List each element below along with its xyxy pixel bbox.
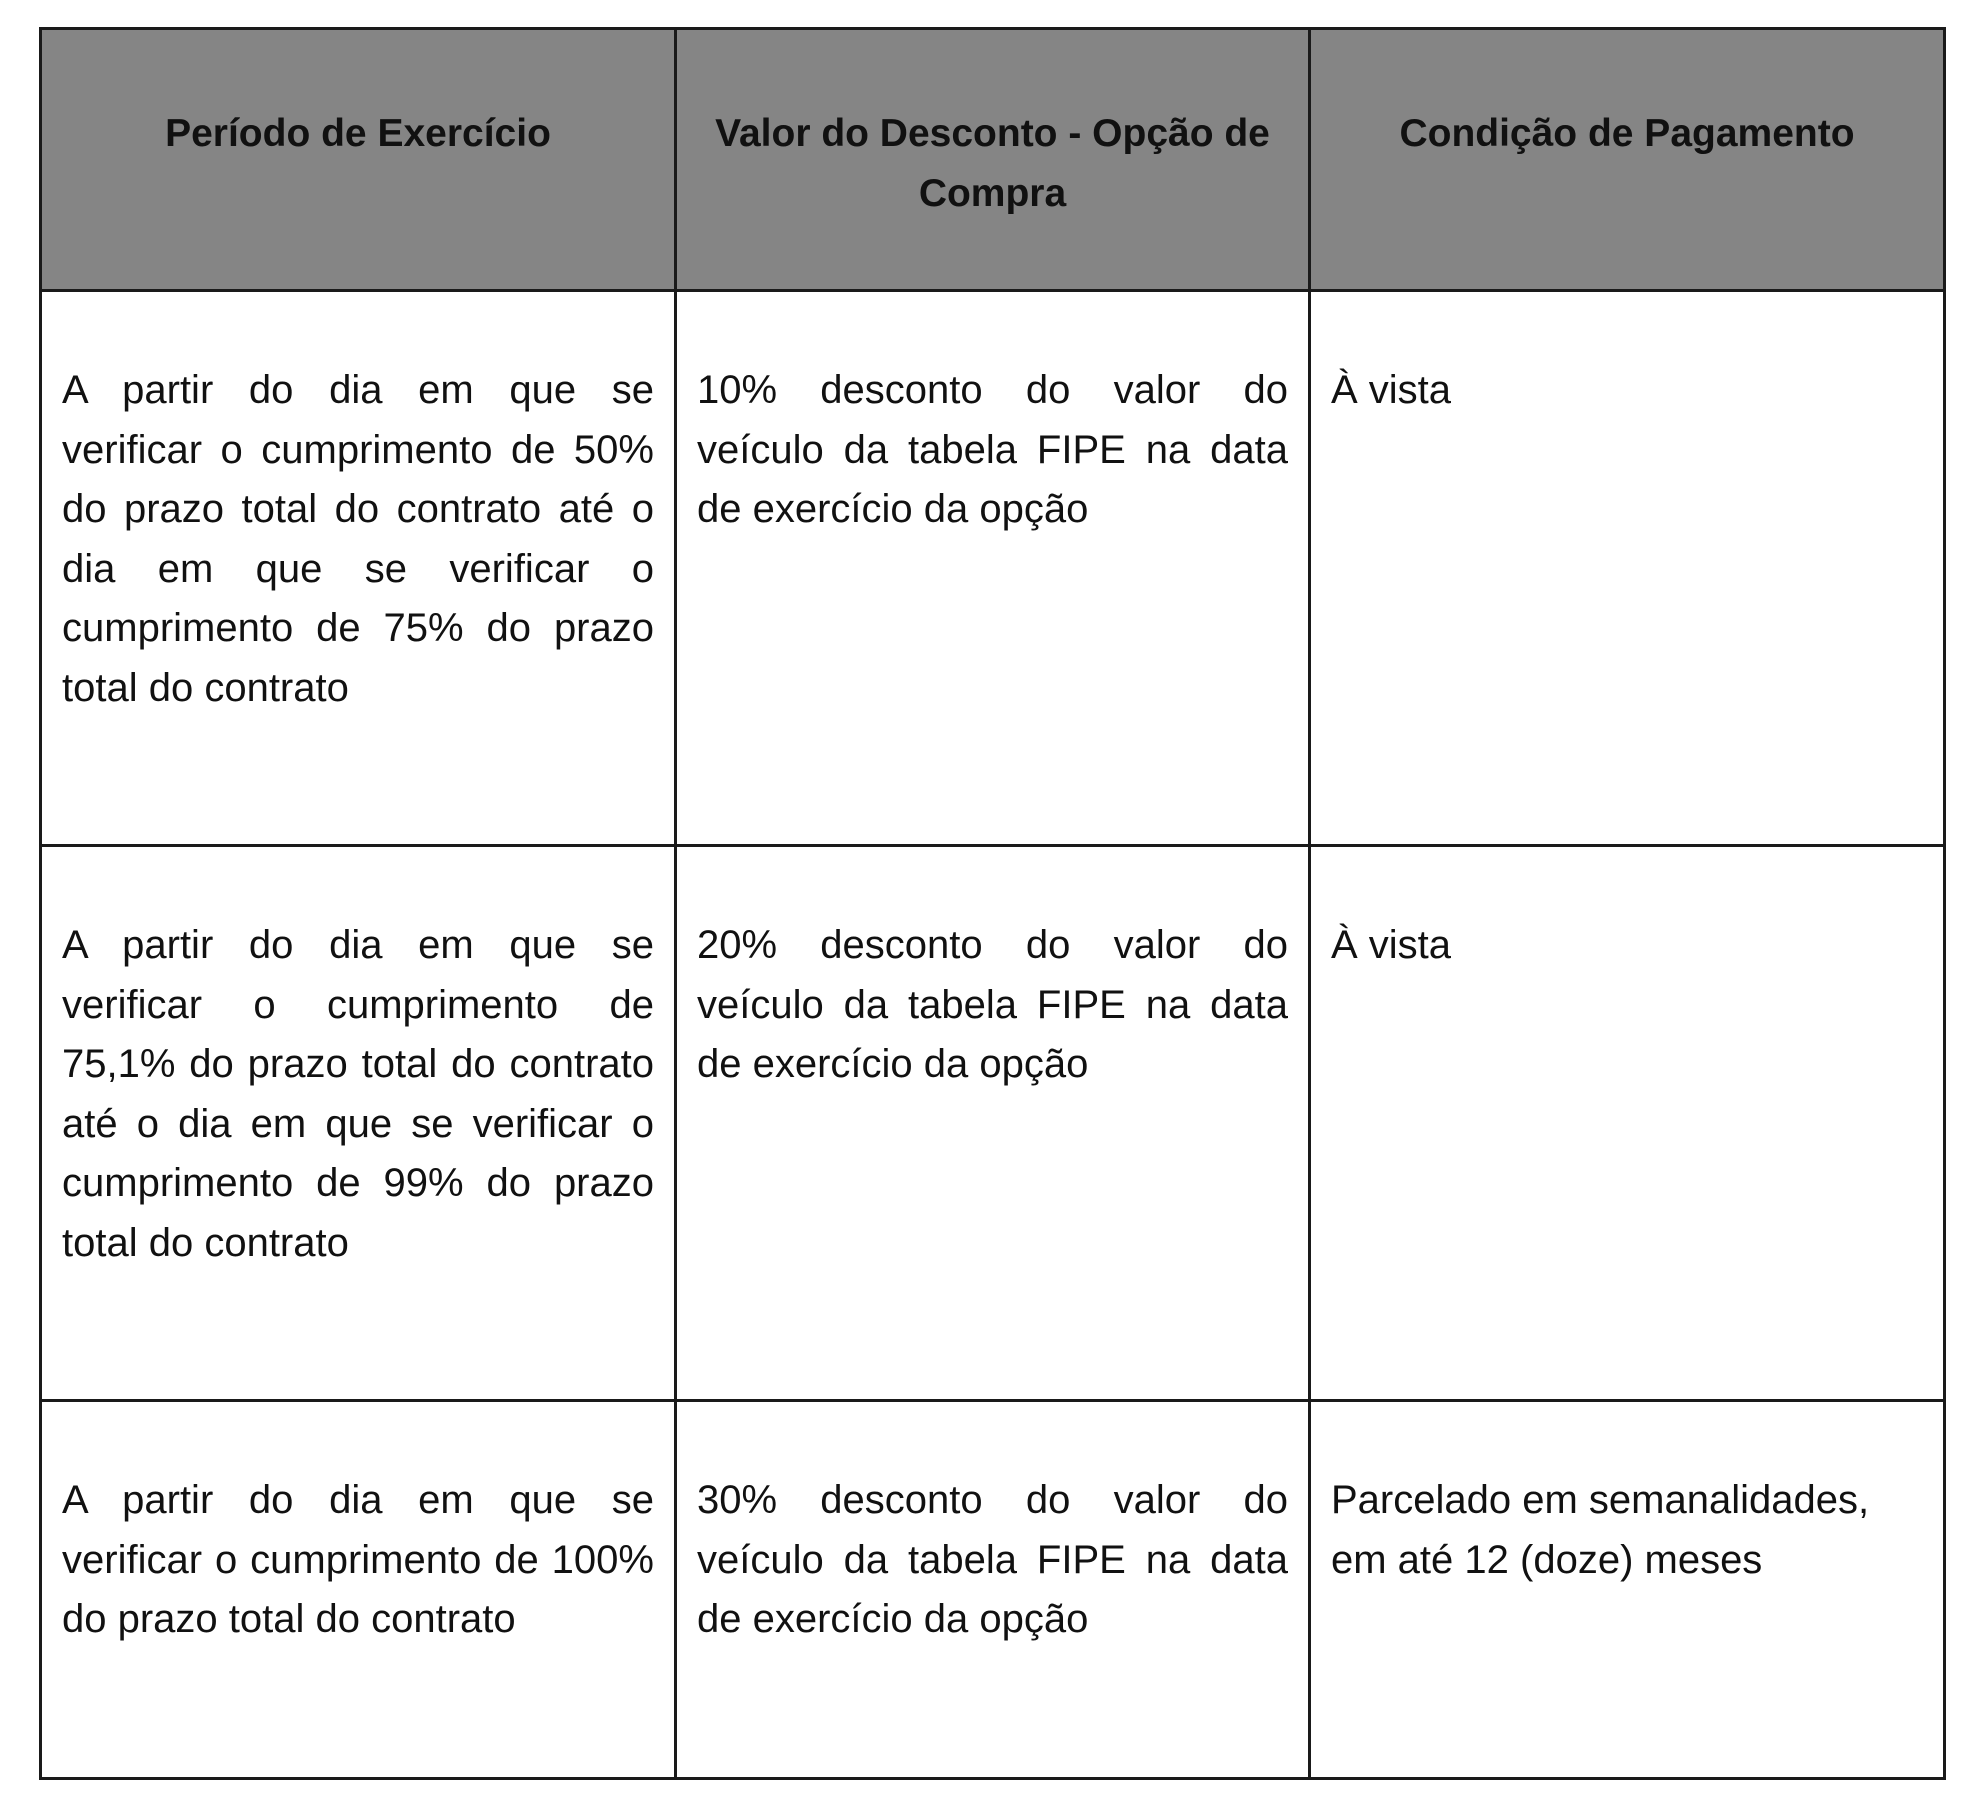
table-row bbox=[41, 291, 1945, 846]
cell-pagamento: À vista bbox=[1310, 846, 1945, 1401]
header-row bbox=[41, 29, 1945, 291]
header-condicao-pagamento: Condição de Pagamento bbox=[1310, 29, 1945, 291]
table-row bbox=[41, 1401, 1945, 1779]
cell-periodo: A partir do dia em que se verificar o cumprimento de 75,1% do prazo total do contrato até o dia em que se verificar o cumprimento de 99% do prazo total do contrato bbox=[41, 846, 676, 1401]
cell-pagamento: Parcelado em semanalidades, em até 12 (doze) meses bbox=[1310, 1401, 1945, 1779]
purchase-option-table bbox=[39, 27, 1946, 1780]
table-row bbox=[41, 846, 1945, 1401]
table-header bbox=[41, 29, 1945, 291]
header-valor-desconto: Valor do Desconto - Opção de Compra bbox=[676, 29, 1310, 291]
cell-periodo: A partir do dia em que se verificar o cumprimento de 100% do prazo total do contrato bbox=[41, 1401, 676, 1779]
table-body bbox=[41, 291, 1945, 1779]
cell-desconto: 30% desconto do valor do veículo da tabela FIPE na data de exercício da opção bbox=[676, 1401, 1310, 1779]
cell-desconto: 20% desconto do valor do veículo da tabela FIPE na data de exercício da opção bbox=[676, 846, 1310, 1401]
cell-periodo: A partir do dia em que se verificar o cumprimento de 50% do prazo total do contrato até o dia em que se verificar o cumprimento de 75% do prazo total do contrato bbox=[41, 291, 676, 846]
cell-pagamento: À vista bbox=[1310, 291, 1945, 846]
header-periodo-exercicio: Período de Exercício bbox=[41, 29, 676, 291]
cell-desconto: 10% desconto do valor do veículo da tabela FIPE na data de exercício da opção bbox=[676, 291, 1310, 846]
